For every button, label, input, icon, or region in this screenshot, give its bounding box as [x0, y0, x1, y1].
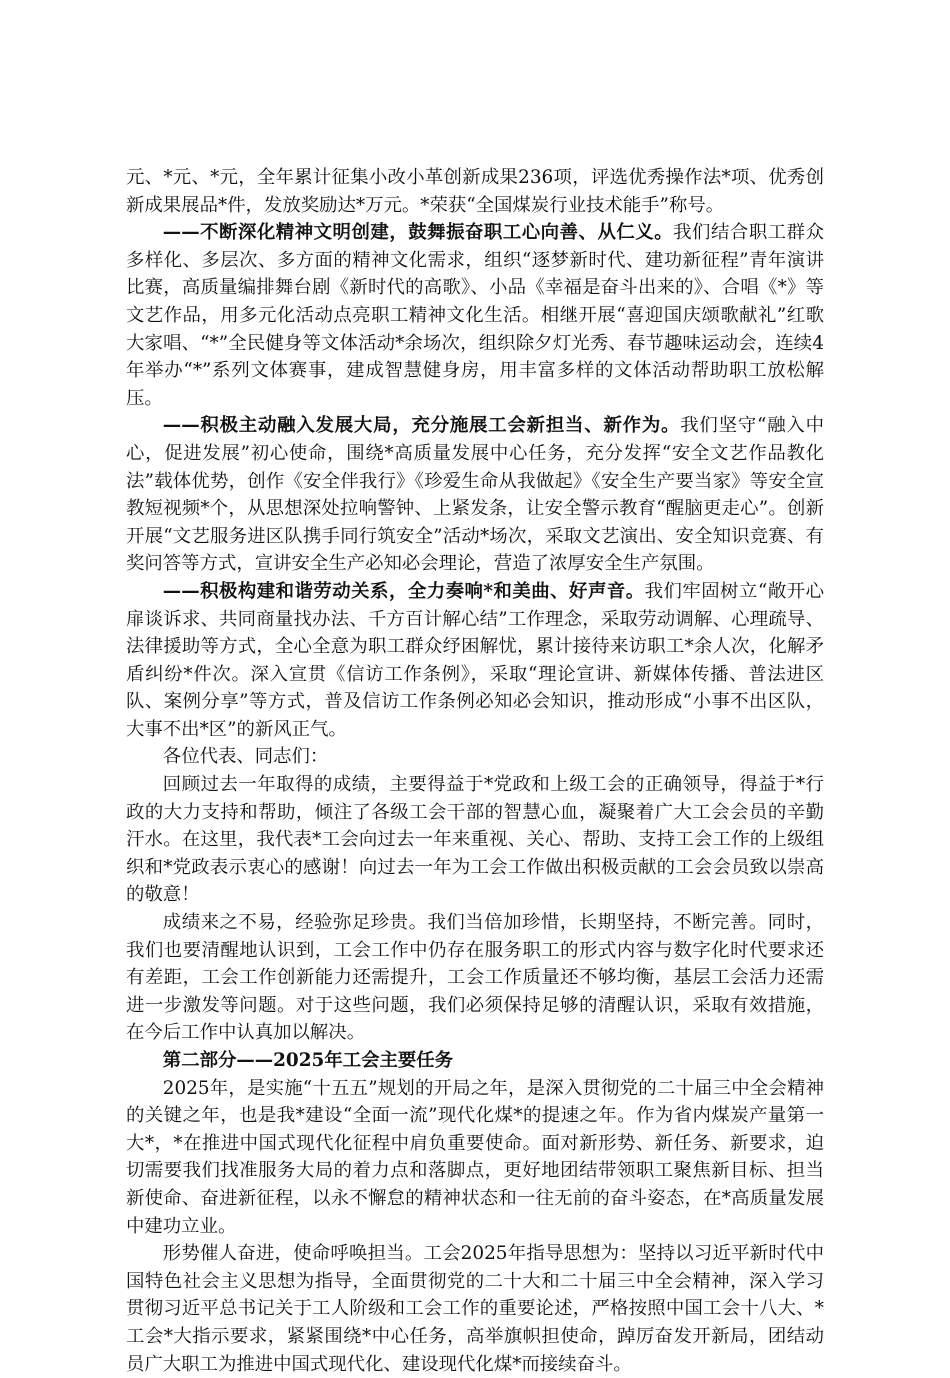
- paragraph-1-text: 元、*元、*元，全年累计征集小改小革创新成果236项，评选优秀操作法*项、优秀创新成果展品*件，发放奖励达*万元。*荣获“全国煤炭行业技术能手”称号。: [126, 167, 824, 216]
- paragraph-9: [126, 1075, 824, 1241]
- section-heading-text: 第二部分——2025年工会主要任务: [162, 1050, 454, 1071]
- paragraph-4-text: 我们牢固树立“敞开心扉谈诉求、共同商量找办法、千方百计解心结”工作理念，采取劳动调解、心理疏导、法律援助等方式，全心全意为职工群众纾困解忧，累计接待来访职工*余人次，化解矛盾纠纷*件次。深入宣贯《信访工作条例》，采取“理论宣讲、新媒体传播、普法进区队、案例分享”等方式，普及信访工作条例必知必会知识，推动形成“小事不出区队，大事不出*区”的新风正气。: [126, 580, 824, 740]
- paragraph-6-text: 回顾过去一年取得的成绩，主要得益于*党政和上级工会的正确领导，得益于*行政的大力支持和帮助，倾注了各级工会干部的智慧心血，凝聚着广大工会会员的辛勤汗水。在这里，我代表*工会向过去一年来重视、关心、帮助、支持工会工作的上级组织和*党政表示衷心的感谢！向过去一年为工会工作做出积极贡献的工会会员致以崇高的敬意！: [126, 774, 824, 906]
- paragraph-4-lead: ——积极构建和谐劳动关系，全力奏响*和美曲、好声音。: [162, 580, 645, 602]
- paragraph-3-text: 我们坚守“融入中心，促进发展”初心使命，围绕*高质量发展中心任务，充分发挥“安全文艺作品教化法”载体优势，创作《安全伴我行》《珍爱生命从我做起》《安全生产要当家》等安全宣教短视频*个，从思想深处拉响警钟、上紧发条，让安全警示教育“醒脑更走心”。创新开展“文艺服务进区队携手同行筑安全”活动*场次，采取文艺演出、安全知识竞赛、有奖问答等方式，宣讲安全生产必知必会理论，营造了浓厚安全生产氛围。: [126, 415, 824, 575]
- paragraph-2: [126, 219, 824, 412]
- paragraph-4: [126, 578, 824, 744]
- paragraph-6: [126, 771, 824, 909]
- paragraph-9-text: 2025年，是实施“十五五”规划的开局之年，是深入贯彻党的二十届三中全会精神的关键之年，也是我*建设“全面一流”现代化煤*的提速之年。作为省内煤炭产量第一大*，*在推进中国式现代化征程中肩负重要使命。面对新形势、新任务、新要求，迫切需要我们找准服务大局的着力点和落脚点，更好地团结带领职工聚焦新目标、担当新使命、奋进新征程，以永不懈怠的精神状态和一往无前的奋斗姿态，在*高质量发展中建功立业。: [126, 1077, 824, 1237]
- section-heading: [126, 1047, 824, 1075]
- paragraph-2-lead: ——不断深化精神文明创建，鼓舞振奋职工心向善、从仁义。: [162, 222, 674, 244]
- paragraph-2-text: 我们结合职工群众多样化、多层次、多方面的精神文化需求，组织“逐梦新时代、建功新征程”青年演讲比赛，高质量编排舞台剧《新时代的高歌》、小品《幸福是奋斗出来的》、合唱《*》等文艺作品，用多元化活动点亮职工精神文化生活。相继开展“喜迎国庆颂歌献礼”红歌大家唱、“*”全民健身等文体活动*余场次，组织除夕灯光秀、春节趣味运动会，连续4年举办“*”系列文体赛事，建成智慧健身房，用丰富多样的文体活动帮助职工放松解压。: [126, 222, 824, 409]
- paragraph-10: [126, 1240, 824, 1378]
- paragraph-7: [126, 909, 824, 1047]
- paragraph-3: [126, 412, 824, 578]
- paragraph-10-text: 形势催人奋进，使命呼唤担当。工会2025年指导思想为：坚持以习近平新时代中国特色社会主义思想为指导，全面贯彻党的二十大和二十届三中全会精神，深入学习贯彻习近平总书记关于工人阶级和工会工作的重要论述，严格按照中国工会十八大、*工会*大指示要求，紧紧围绕*中心任务，高举旗帜担使命，踔厉奋发开新局，团结动员广大职工为推进中国式现代化、建设现代化煤*而接续奋斗。: [126, 1243, 824, 1375]
- paragraph-1: [126, 164, 824, 219]
- document-body: [126, 164, 824, 1378]
- paragraph-3-lead: ——积极主动融入发展大局，充分施展工会新担当、新作为。: [162, 415, 681, 437]
- paragraph-5: [126, 743, 824, 771]
- paragraph-7-text: 成绩来之不易，经验弥足珍贵。我们当倍加珍惜，长期坚持，不断完善。同时，我们也要清醒地认识到，工会工作中仍存在服务职工的形式内容与数字化时代要求还有差距，工会工作创新能力还需提升，工会工作质量还不够均衡，基层工会活力还需进一步激发等问题。对于这些问题，我们必须保持足够的清醒认识，采取有效措施，在今后工作中认真加以解决。: [126, 912, 824, 1044]
- paragraph-5-text: 各位代表、同志们：: [162, 746, 329, 768]
